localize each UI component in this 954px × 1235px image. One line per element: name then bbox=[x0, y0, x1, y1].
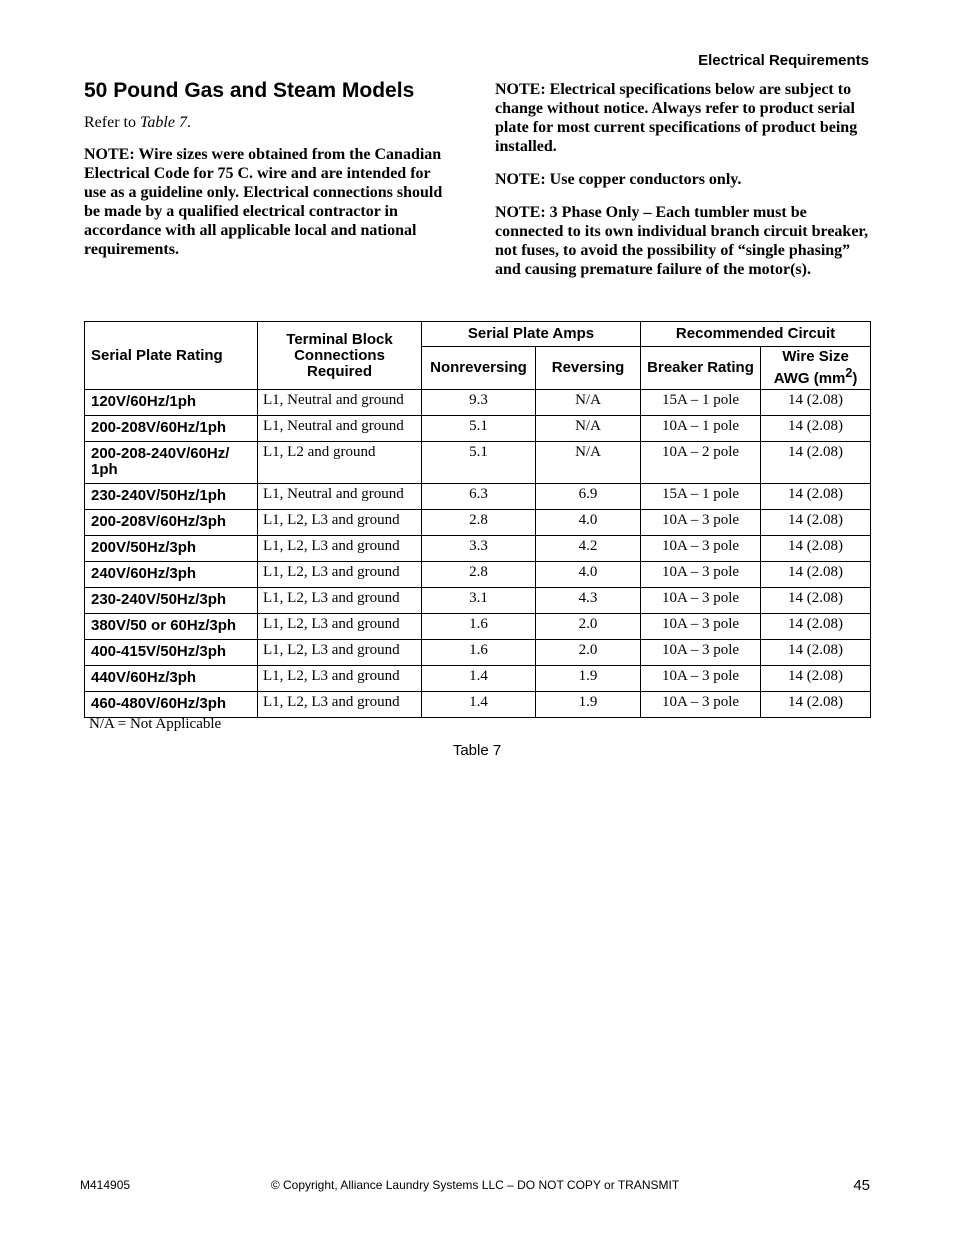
cell-wire-size: 14 (2.08) bbox=[761, 536, 871, 562]
cell-reversing-amps: 4.2 bbox=[536, 536, 641, 562]
cell-nonreversing-amps: 1.6 bbox=[422, 614, 536, 640]
cell-breaker-rating: 10A – 3 pole bbox=[641, 692, 761, 718]
cell-reversing-amps: N/A bbox=[536, 390, 641, 416]
cell-breaker-rating: 10A – 2 pole bbox=[641, 442, 761, 484]
cell-reversing-amps: 2.0 bbox=[536, 640, 641, 666]
table-row bbox=[85, 510, 871, 536]
cell-breaker-rating: 10A – 3 pole bbox=[641, 562, 761, 588]
table-row bbox=[85, 562, 871, 588]
cell-breaker-rating: 10A – 3 pole bbox=[641, 536, 761, 562]
cell-serial-plate-rating: 230-240V/50Hz/1ph bbox=[85, 484, 258, 510]
page-number: 45 bbox=[853, 1177, 870, 1194]
cell-nonreversing-amps: 2.8 bbox=[422, 562, 536, 588]
table-footnote: N/A = Not Applicable bbox=[89, 716, 222, 732]
running-header: Electrical Requirements bbox=[698, 52, 869, 69]
cell-terminal-connections: L1, L2 and ground bbox=[258, 442, 422, 484]
refer-suffix: . bbox=[186, 114, 191, 131]
wire-size-close: ) bbox=[852, 370, 858, 387]
header-wire-size bbox=[761, 347, 871, 390]
cell-serial-plate-rating: 240V/60Hz/3ph bbox=[85, 562, 258, 588]
cell-wire-size: 14 (2.08) bbox=[761, 640, 871, 666]
cell-nonreversing-amps: 5.1 bbox=[422, 416, 536, 442]
cell-breaker-rating: 15A – 1 pole bbox=[641, 390, 761, 416]
wire-size-superscript: 2 bbox=[845, 366, 853, 380]
three-phase-note: NOTE: 3 Phase Only – Each tumbler must be connected to its own individual branch circuit breaker, not fuses, to avoid the possibility of “single phasing” and causing premature failure of the motor(s). bbox=[495, 204, 869, 278]
cell-reversing-amps: 1.9 bbox=[536, 692, 641, 718]
table-caption: Table 7 bbox=[452, 742, 502, 759]
cell-nonreversing-amps: 9.3 bbox=[422, 390, 536, 416]
copper-note: NOTE: Use copper conductors only. bbox=[495, 171, 742, 188]
cell-reversing-amps: 4.3 bbox=[536, 588, 641, 614]
header-recommended-circuit: Recommended Circuit bbox=[641, 322, 871, 347]
cell-reversing-amps: 4.0 bbox=[536, 510, 641, 536]
cell-nonreversing-amps: 5.1 bbox=[422, 442, 536, 484]
cell-nonreversing-amps: 1.4 bbox=[422, 692, 536, 718]
wire-size-label: Wire Size AWG (mm bbox=[773, 348, 849, 387]
cell-reversing-amps: N/A bbox=[536, 442, 641, 484]
cell-terminal-connections: L1, Neutral and ground bbox=[258, 390, 422, 416]
table-row bbox=[85, 416, 871, 442]
cell-serial-plate-rating: 200-208V/60Hz/3ph bbox=[85, 510, 258, 536]
cell-nonreversing-amps: 1.6 bbox=[422, 640, 536, 666]
cell-terminal-connections: L1, Neutral and ground bbox=[258, 484, 422, 510]
cell-breaker-rating: 10A – 3 pole bbox=[641, 614, 761, 640]
cell-nonreversing-amps: 3.1 bbox=[422, 588, 536, 614]
cell-terminal-connections: L1, L2, L3 and ground bbox=[258, 614, 422, 640]
cell-nonreversing-amps: 3.3 bbox=[422, 536, 536, 562]
cell-serial-plate-rating: 200V/50Hz/3ph bbox=[85, 536, 258, 562]
cell-serial-plate-rating: 460-480V/60Hz/3ph bbox=[85, 692, 258, 718]
header-reversing: Reversing bbox=[536, 347, 641, 390]
cell-nonreversing-amps: 1.4 bbox=[422, 666, 536, 692]
cell-breaker-rating: 10A – 3 pole bbox=[641, 666, 761, 692]
cell-wire-size: 14 (2.08) bbox=[761, 416, 871, 442]
refer-text bbox=[84, 113, 446, 132]
table-row bbox=[85, 614, 871, 640]
cell-wire-size: 14 (2.08) bbox=[761, 442, 871, 484]
table-row bbox=[85, 588, 871, 614]
cell-wire-size: 14 (2.08) bbox=[761, 692, 871, 718]
cell-terminal-connections: L1, L2, L3 and ground bbox=[258, 510, 422, 536]
electrical-spec-table bbox=[84, 321, 871, 718]
cell-reversing-amps: N/A bbox=[536, 416, 641, 442]
spec-change-note: NOTE: Electrical specifications below are subject to change without notice. Always refer to product serial plate for most current specifications of product being installed. bbox=[495, 81, 858, 155]
table-reference-link[interactable]: Table 7 bbox=[139, 114, 187, 131]
cell-serial-plate-rating: 440V/60Hz/3ph bbox=[85, 666, 258, 692]
cell-serial-plate-rating: 400-415V/50Hz/3ph bbox=[85, 640, 258, 666]
cell-serial-plate-rating: 230-240V/50Hz/3ph bbox=[85, 588, 258, 614]
cell-reversing-amps: 4.0 bbox=[536, 562, 641, 588]
cell-breaker-rating: 10A – 1 pole bbox=[641, 416, 761, 442]
cell-wire-size: 14 (2.08) bbox=[761, 484, 871, 510]
cell-wire-size: 14 (2.08) bbox=[761, 614, 871, 640]
cell-wire-size: 14 (2.08) bbox=[761, 588, 871, 614]
cell-terminal-connections: L1, L2, L3 and ground bbox=[258, 536, 422, 562]
table-row bbox=[85, 442, 871, 484]
wire-size-note: NOTE: Wire sizes were obtained from the Canadian Electrical Code for 75 C. wire and are intended for use as a guideline only. Electrical connections should be made by a qualified electrical contractor in accordance with all applicable local and national requirements. bbox=[84, 146, 443, 258]
cell-nonreversing-amps: 2.8 bbox=[422, 510, 536, 536]
cell-terminal-connections: L1, L2, L3 and ground bbox=[258, 562, 422, 588]
table-row bbox=[85, 692, 871, 718]
document-code: M414905 bbox=[80, 1178, 131, 1192]
header-breaker-rating: Breaker Rating bbox=[641, 347, 761, 390]
table-row bbox=[85, 666, 871, 692]
cell-terminal-connections: L1, L2, L3 and ground bbox=[258, 692, 422, 718]
cell-nonreversing-amps: 6.3 bbox=[422, 484, 536, 510]
cell-terminal-connections: L1, L2, L3 and ground bbox=[258, 666, 422, 692]
cell-reversing-amps: 6.9 bbox=[536, 484, 641, 510]
header-nonreversing: Nonreversing bbox=[422, 347, 536, 390]
cell-terminal-connections: L1, L2, L3 and ground bbox=[258, 640, 422, 666]
left-column bbox=[84, 78, 446, 273]
cell-reversing-amps: 2.0 bbox=[536, 614, 641, 640]
header-terminal-block: Terminal Block Connections Required bbox=[258, 322, 422, 390]
table-row bbox=[85, 390, 871, 416]
right-column bbox=[495, 80, 873, 293]
cell-terminal-connections: L1, Neutral and ground bbox=[258, 416, 422, 442]
cell-terminal-connections: L1, L2, L3 and ground bbox=[258, 588, 422, 614]
cell-serial-plate-rating: 200-208-240V/60Hz/ 1ph bbox=[85, 442, 258, 484]
cell-breaker-rating: 10A – 3 pole bbox=[641, 588, 761, 614]
section-title: 50 Pound Gas and Steam Models bbox=[84, 79, 415, 102]
cell-breaker-rating: 10A – 3 pole bbox=[641, 510, 761, 536]
refer-prefix: Refer to bbox=[84, 114, 140, 131]
cell-serial-plate-rating: 120V/60Hz/1ph bbox=[85, 390, 258, 416]
table-row bbox=[85, 640, 871, 666]
table-row bbox=[85, 484, 871, 510]
cell-breaker-rating: 15A – 1 pole bbox=[641, 484, 761, 510]
cell-wire-size: 14 (2.08) bbox=[761, 390, 871, 416]
cell-wire-size: 14 (2.08) bbox=[761, 510, 871, 536]
spec-table-body bbox=[85, 390, 871, 718]
copyright-notice: © Copyright, Alliance Laundry Systems LLC – DO NOT COPY or TRANSMIT bbox=[270, 1178, 680, 1192]
cell-serial-plate-rating: 200-208V/60Hz/1ph bbox=[85, 416, 258, 442]
cell-serial-plate-rating: 380V/50 or 60Hz/3ph bbox=[85, 614, 258, 640]
cell-breaker-rating: 10A – 3 pole bbox=[641, 640, 761, 666]
cell-reversing-amps: 1.9 bbox=[536, 666, 641, 692]
header-serial-plate-amps: Serial Plate Amps bbox=[422, 322, 641, 347]
header-serial-plate-rating: Serial Plate Rating bbox=[85, 322, 258, 390]
table-row bbox=[85, 536, 871, 562]
cell-wire-size: 14 (2.08) bbox=[761, 666, 871, 692]
cell-wire-size: 14 (2.08) bbox=[761, 562, 871, 588]
